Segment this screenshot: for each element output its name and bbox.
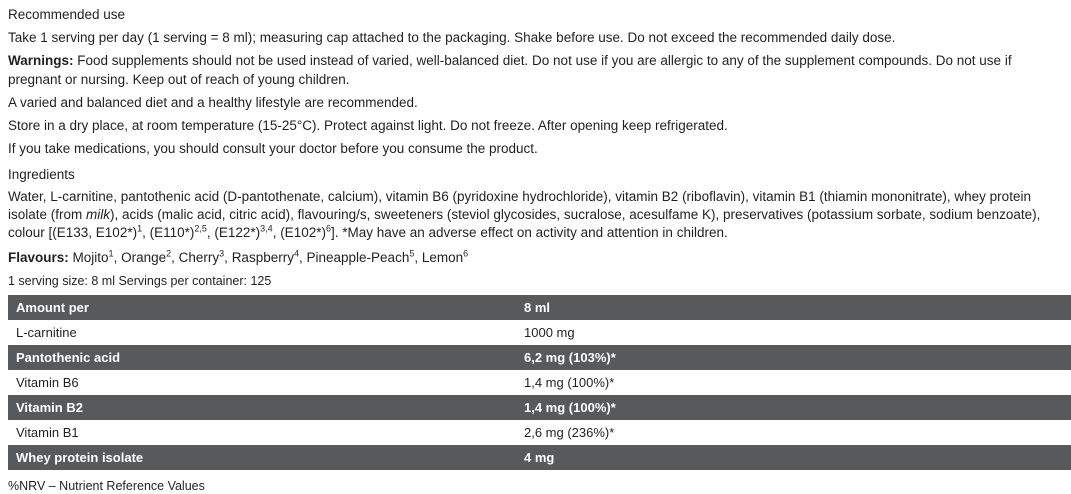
ingredients-sup-1: 1 [137, 223, 143, 234]
recommended-use-heading: Recommended use [8, 7, 126, 22]
ingredients-sup-3: 3,4 [260, 223, 273, 234]
serving-size-line: 1 serving size: 8 ml Servings per container: 125 [8, 274, 272, 288]
nutrient-value-cell: 1,4 mg (100%)* [516, 395, 1071, 420]
nutrient-value-cell: 2,6 mg (236%)* [516, 420, 1071, 445]
warnings-text: Food supplements should not be used instead of varied, well-balanced diet. Do not use if you are allergic to any of the supplement compounds. Do not use if pregnant or nursing. Keep out of reach of young children. [8, 53, 1012, 87]
table-row [8, 295, 1071, 320]
flavour-name: Pineapple-Peach [306, 250, 410, 265]
table-row [8, 370, 1071, 395]
warnings-paragraph [0, 49, 1071, 91]
flavour-footnote-marker: 1 [108, 248, 114, 259]
ingredients-part-4: , (E122*) [206, 225, 261, 240]
flavour-footnote-marker: 3 [219, 248, 225, 259]
nutrient-label-cell: Pantothenic acid [8, 345, 516, 370]
flavour-name: Orange [121, 250, 167, 265]
flavour-name: Mojito [72, 250, 109, 265]
flavour-name: Raspberry [231, 250, 294, 265]
flavour-footnote-marker: 6 [463, 248, 469, 259]
flavour-footnote-marker: 4 [293, 248, 299, 259]
nutrient-label-cell: Vitamin B2 [8, 395, 516, 420]
flavour-name: Cherry [178, 250, 220, 265]
table-row [8, 345, 1071, 370]
ingredients-list [0, 186, 1071, 242]
flavour-footnote-marker: 5 [409, 248, 415, 259]
nutrient-label-cell: Vitamin B6 [8, 370, 516, 395]
nutrient-value-cell: 1000 mg [516, 320, 1071, 345]
warnings-label: Warnings: [8, 53, 74, 68]
table-row [8, 420, 1071, 445]
ingredients-part-6: ]. *May have an adverse effect on activity and attention in children. [330, 225, 728, 240]
medication-warning: If you take medications, you should consult your doctor before you consume the product. [8, 141, 538, 156]
table-row [8, 320, 1071, 345]
nutrient-label-cell: Whey protein isolate [8, 445, 516, 470]
nutrient-value-cell: 1,4 mg (100%)* [516, 370, 1071, 395]
flavours-items: Mojito$^1$, Orange$^2$, Cherry$^3$, Raspberry$^4$, Pineapple-Peach$^5$, Lemon$^6$ [72, 248, 469, 265]
ingredients-heading: Ingredients [8, 167, 75, 182]
usage-instructions: Take 1 serving per day (1 serving = 8 ml); measuring cap attached to the packaging. Shake before use. Do not exceed the recommended daily dose. [8, 30, 896, 45]
ingredients-sup-4: 6 [325, 223, 331, 234]
ingredients-part-1: Water, L-carnitine, pantothenic acid (D-pantothenate, calcium), vitamin B6 (pyridoxine hydrochloride), vitamin B2 (riboflavin), vitamin B1 (thiamin mononitrate), whey protein isolate (from [8, 189, 1031, 222]
balanced-diet-note: A varied and balanced diet and a healthy lifestyle are recommended. [8, 95, 418, 110]
nutrient-label-cell: Amount per [8, 295, 516, 320]
ingredients-sup-2: 2,5 [194, 223, 207, 234]
nrv-footnote: %NRV – Nutrient Reference Values [8, 479, 205, 493]
nutrient-label-cell: Vitamin B1 [8, 420, 516, 445]
ingredients-part-2: ), acids (malic acid, citric acid), flavouring/s, sweeteners (steviol glycosides, sucralose, acesulfame K), preservatives (potassium sorbate, sodium benzoate), colour [(E133, E102*) [8, 207, 1041, 240]
ingredients-part-3: , (E110*) [142, 225, 195, 240]
flavour-footnote-marker: 2 [166, 248, 172, 259]
table-row [8, 395, 1071, 420]
ingredients-part-5: , (E102*) [272, 225, 326, 240]
flavour-name: Lemon [421, 250, 464, 265]
nutrient-value-cell: 6,2 mg (103%)* [516, 345, 1071, 370]
nutrient-value-cell: 4 mg [516, 445, 1071, 470]
flavours-label: Flavours: [8, 250, 69, 265]
storage-instructions: Store in a dry place, at room temperature (15-25°C). Protect against light. Do not freeze. After opening keep refrigerated. [8, 118, 728, 133]
ingredients-allergen-milk: milk [86, 207, 111, 222]
nutrient-label-cell: L-carnitine [8, 320, 516, 345]
nutrient-value-cell: 8 ml [516, 295, 1071, 320]
table-row [8, 445, 1071, 470]
nutrition-table [8, 295, 1071, 470]
flavours-line [0, 242, 1071, 269]
